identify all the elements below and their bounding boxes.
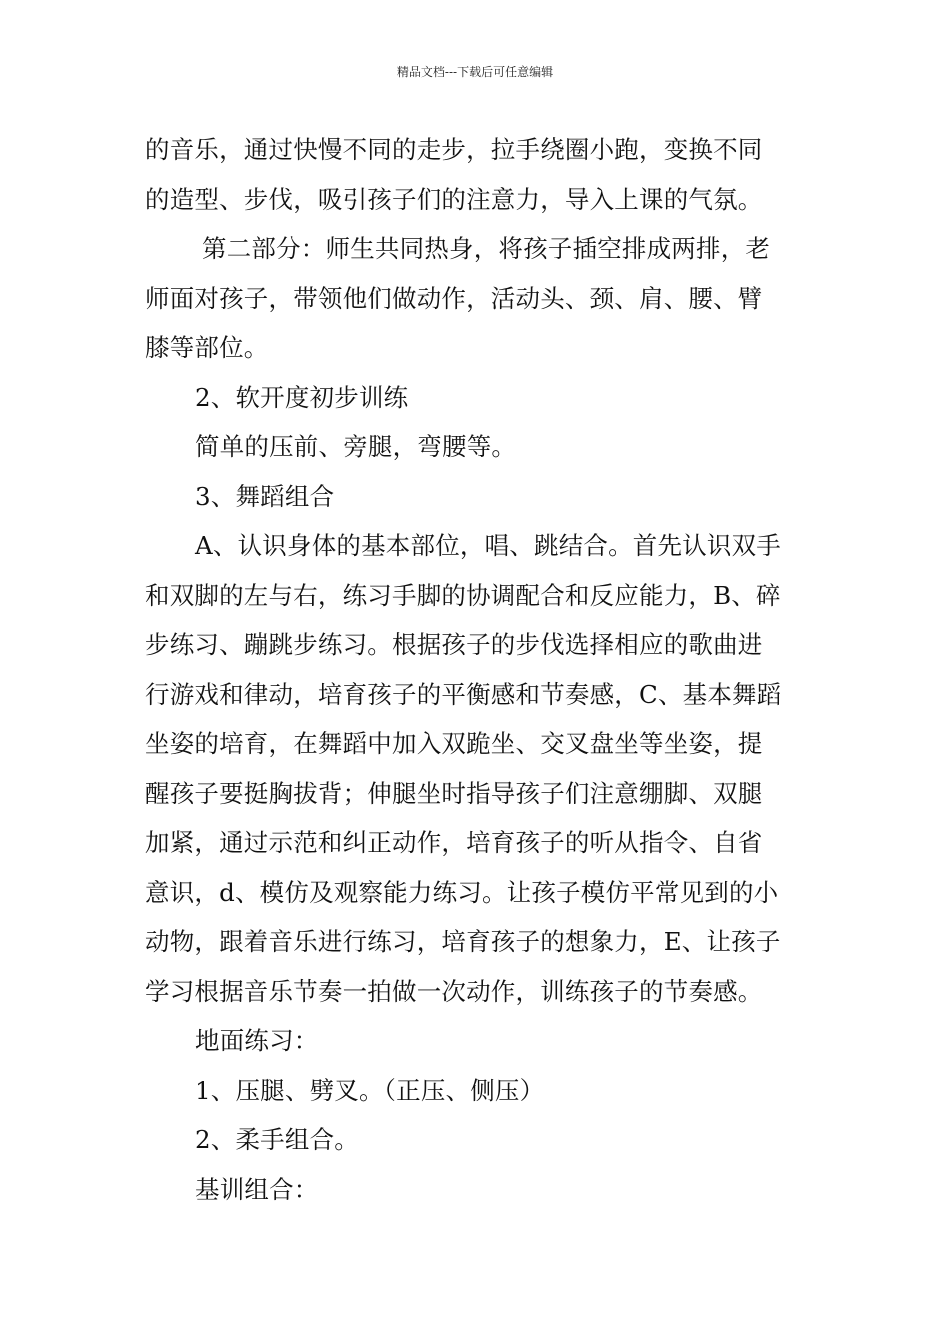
text-line: 简单的压前、旁腿，弯腰等。 [195,432,517,461]
text-line: 第二部分：师生共同热身，将孩子插空排成两排，老 [202,234,771,263]
text-line: 动物，跟着音乐进行练习，培育孩子的想象力，E、让孩子 [145,927,781,956]
text-line: 意识，d、模仿及观察能力练习。让孩子模仿平常见到的小 [145,877,779,907]
text-line: 2、柔手组合。 [195,1125,359,1154]
text-line: 和双脚的左与右，练习手脚的协调配合和反应能力，B、碎 [145,580,781,610]
text-line: 2、软开度初步训练 [195,382,409,412]
text-line: 的造型、步伐，吸引孩子们的注意力，导入上课的气氛。 [145,184,763,214]
text-line: 醒孩子要挺胸拔背；伸腿坐时指导孩子们注意绷脚、双腿 [145,778,763,808]
text-line: A、认识身体的基本部位，唱、跳结合。首先认识双手 [195,531,781,560]
document-body [145,125,810,1214]
text-line: 基训组合： [195,1174,319,1204]
text-line: 学习根据音乐节奏一拍做一次动作，训练孩子的节奏感。 [145,976,763,1006]
text-line: 的音乐，通过快慢不同的走步，拉手绕圈小跑，变换不同 [145,135,763,164]
text-line: 膝等部位。 [145,333,269,362]
text-line: 地面练习： [195,1026,319,1055]
text-line: 坐姿的培育，在舞蹈中加入双跪坐、交叉盘坐等坐姿，提 [145,729,763,758]
text-line: 步练习、蹦跳步练习。根据孩子的步伐选择相应的歌曲进 [145,630,763,659]
page-header: 精品文档---下载后可任意编辑 [396,65,554,79]
text-line: 行游戏和律动，培育孩子的平衡感和节奏感，C、基本舞蹈 [145,679,782,709]
text-line: 3、舞蹈组合 [195,481,335,511]
text-line: 1、压腿、劈叉。（正压、侧压） [195,1075,545,1105]
text-line: 师面对孩子，带领他们做动作，活动头、颈、肩、腰、臂 [145,283,763,313]
text-line: 加紧，通过示范和纠正动作，培育孩子的听从指令、自省 [145,828,763,857]
